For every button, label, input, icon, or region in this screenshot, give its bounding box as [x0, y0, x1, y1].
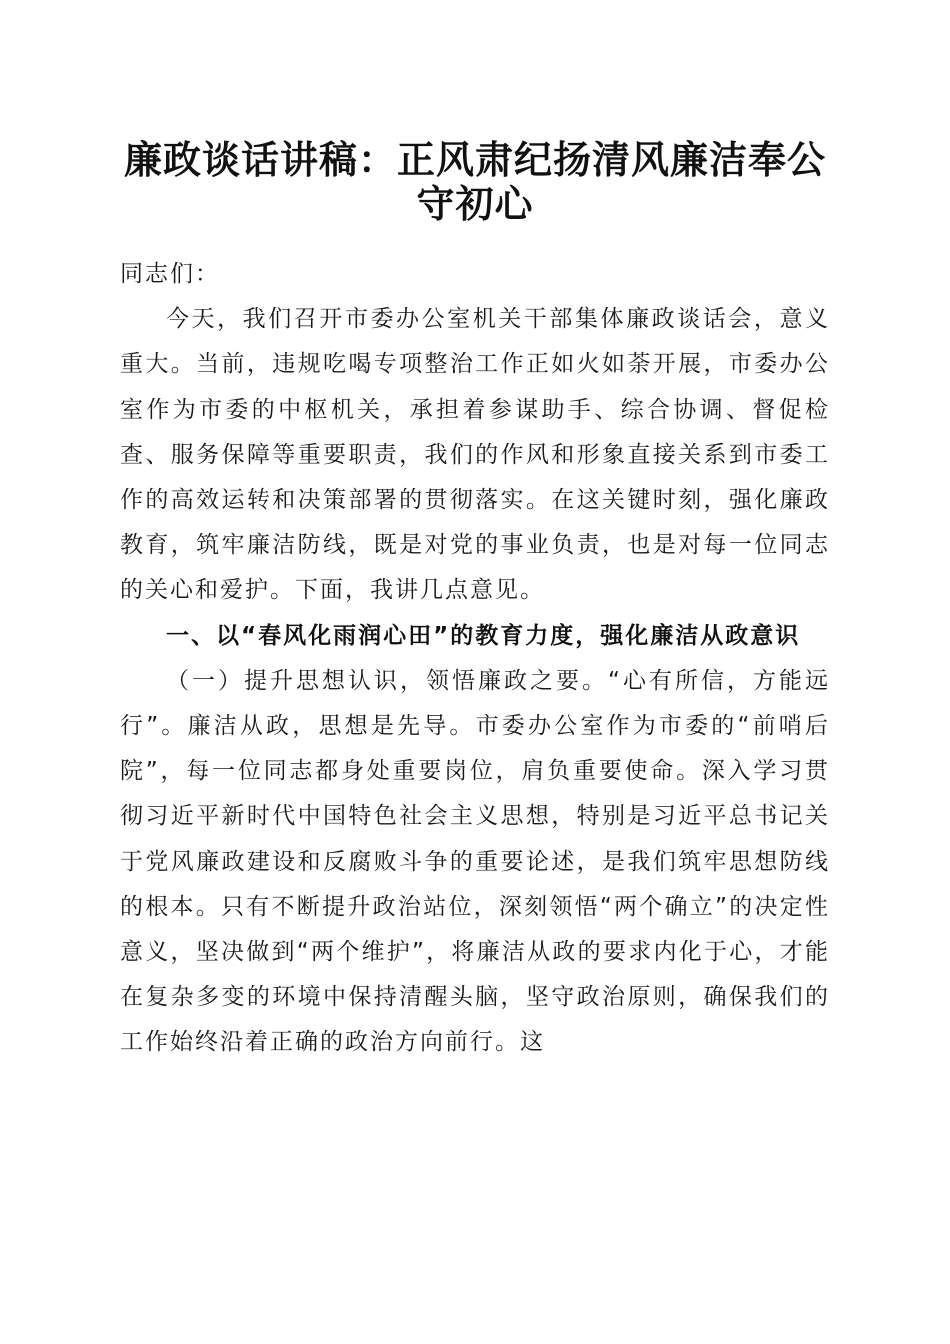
document-body	[120, 252, 830, 1066]
body-paragraph: 今天，我们召开市委办公室机关干部集体廉政谈话会，意义重大。当前，违规吃喝专项整治工作正如火如荼开展，市委办公室作为市委的中枢机关，承担着参谋助手、综合协调、督促检查、服务保障等重要职责，我们的作风和形象直接关系到市委工作的高效运转和决策部署的贯彻落实。在这关键时刻，强化廉政教育，筑牢廉洁防线，既是对党的事业负责，也是对每一位同志的关心和爱护。下面，我讲几点意见。	[120, 306, 830, 604]
subsection-paragraph: （一）提升思想认识，领悟廉政之要。“心有所信，方能远行”。廉洁从政，思想是先导。市委办公室作为市委的“前哨后院”，每一位同志都身处重要岗位，肩负重要使命。深入学习贯彻习近平新时代中国特色社会主义思想，特别是习近平总书记关于党风廉政建设和反腐败斗争的重要论述，是我们筑牢思想防线的根本。只有不断提升政治站位，深刻领悟“两个确立”的决定性意义，坚决做到“两个维护”，将廉洁从政的要求内化于心，才能在复杂多变的环境中保持清醒头脑，坚守政治原则，确保我们的工作始终沿着正确的政治方向前行。这	[120, 667, 830, 1056]
document-title: 廉政谈话讲稿：正风肃纪扬清风廉洁奉公守初心	[123, 137, 826, 226]
section-heading: 一、以“春风化雨润心田”的教育力度，强化廉洁从政意识	[166, 622, 801, 649]
salutation: 同志们：	[120, 261, 220, 287]
